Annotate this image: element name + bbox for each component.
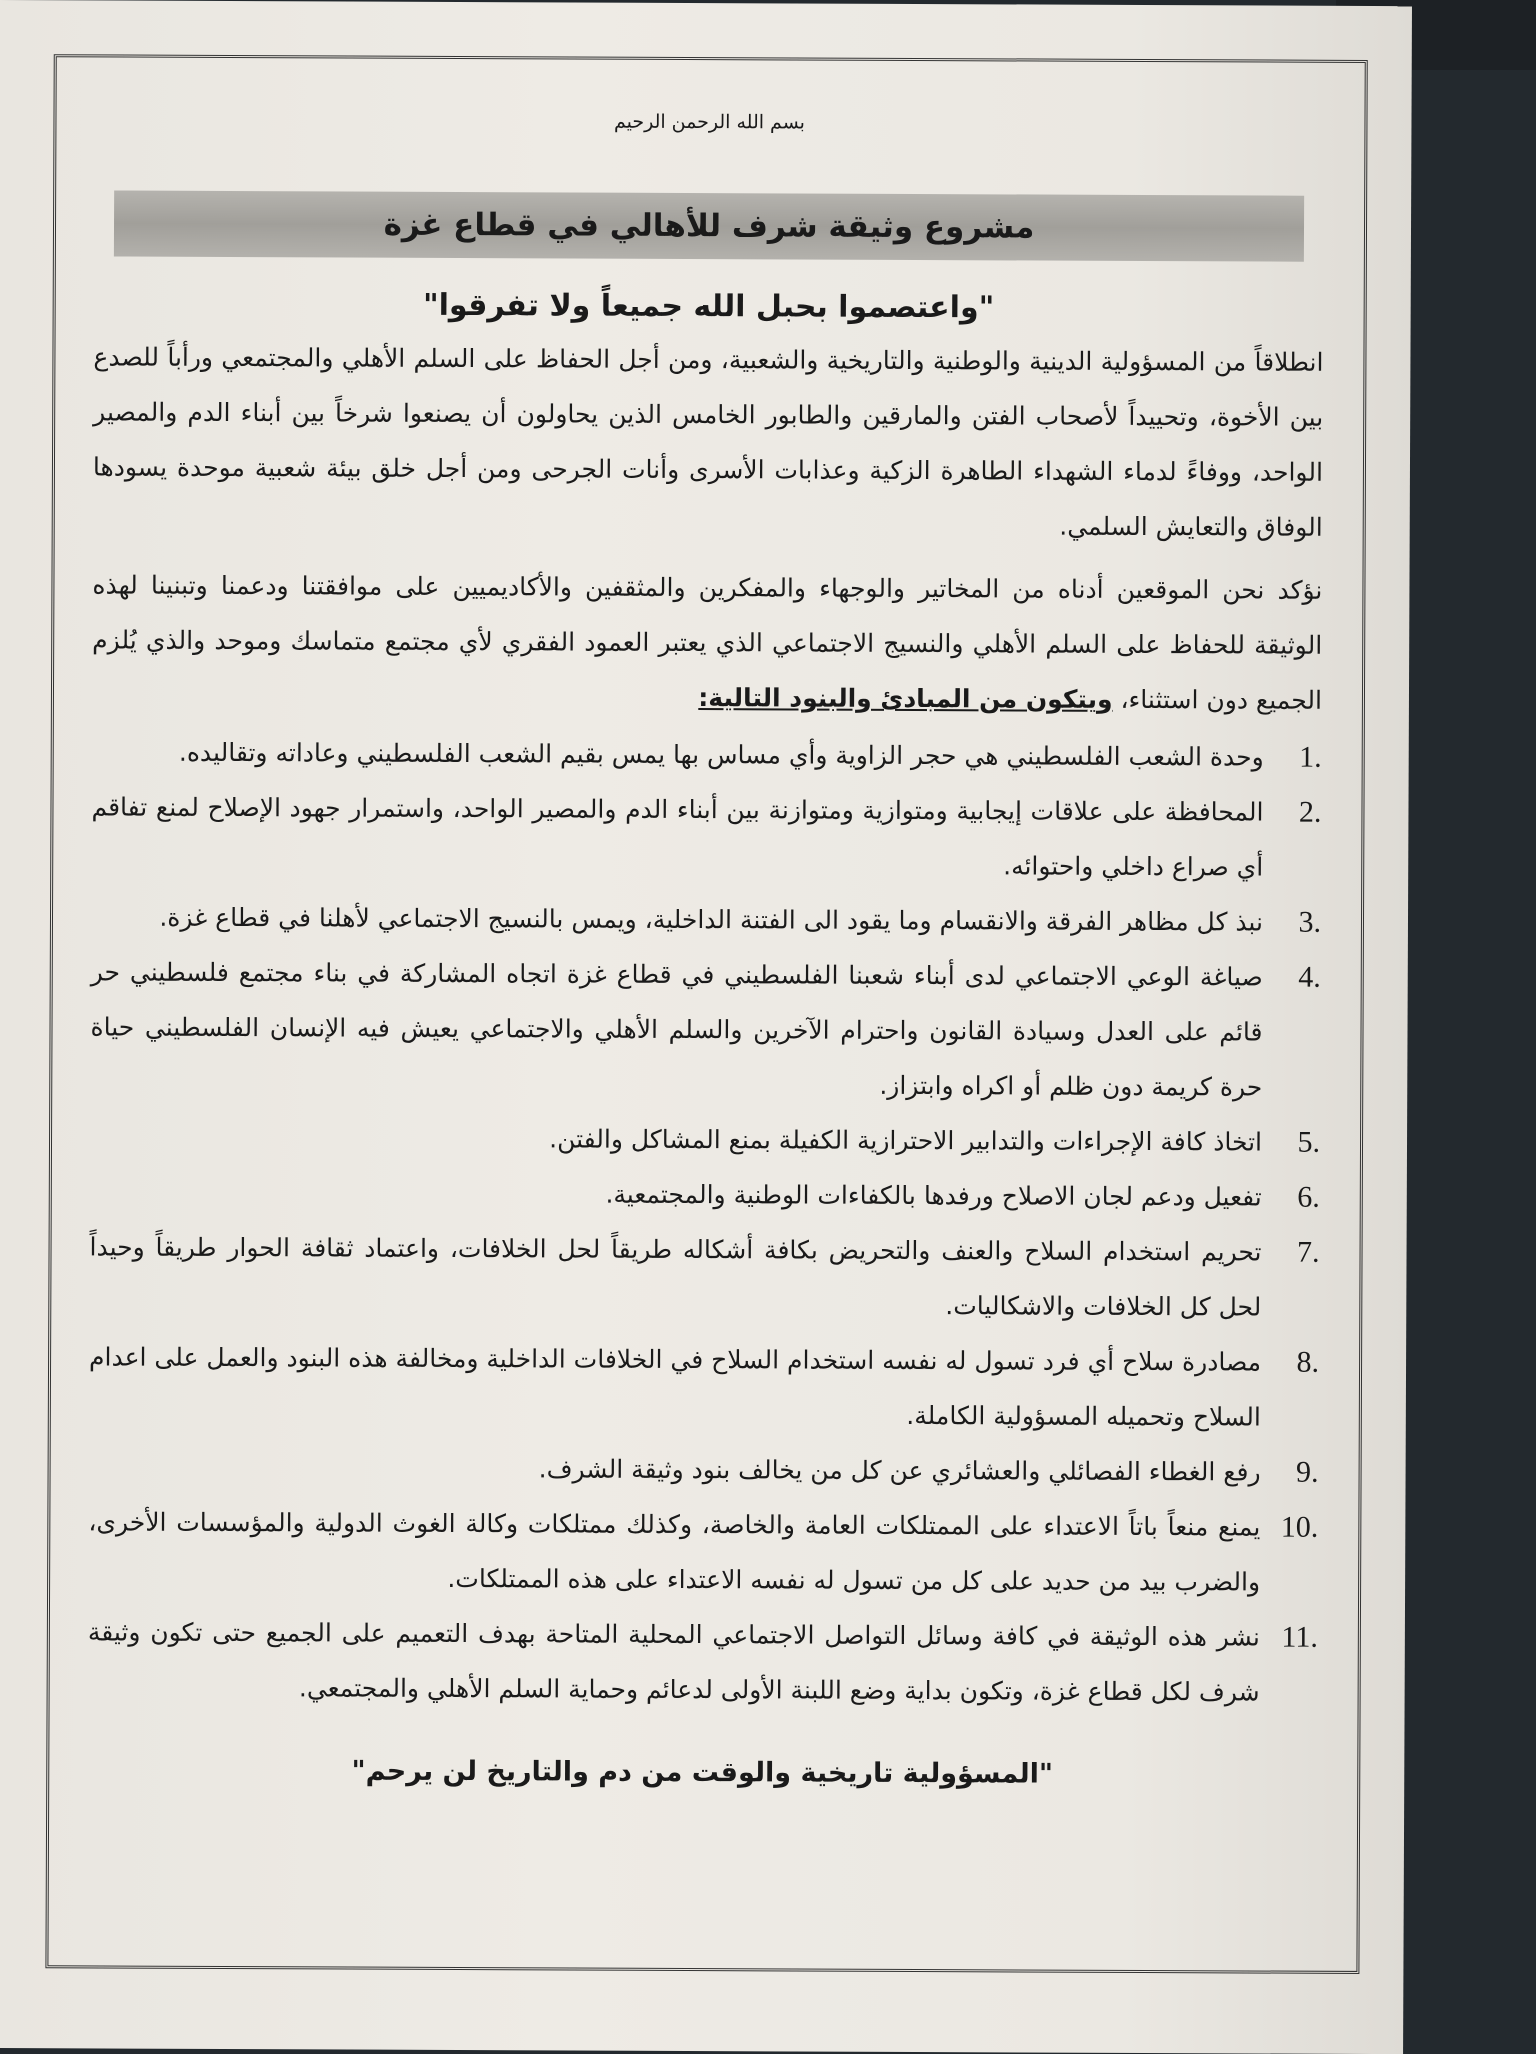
- item-text: اتخاذ كافة الإجراءات والتدابير الاحترازية الكفيلة بمنع المشاكل والفتن.: [549, 1124, 1263, 1157]
- item-text: تفعيل ودعم لجان الاصلاح ورفدها بالكفاءات الوطنية والمجتمعية.: [605, 1179, 1262, 1212]
- item-number: 5.: [1297, 1125, 1321, 1159]
- item-number: 3.: [1298, 905, 1322, 939]
- list-item: [88, 1494, 1318, 1609]
- item-number: 11.: [1281, 1620, 1318, 1654]
- item-text: نشر هذه الوثيقة في كافة وسائل التواصل الاجتماعي المحلية المتاحة بهدف التعميم على الجميع حتى تكون وثيقة شرف لكل قطاع غزة، وتكون بداية وضع اللبنة الأولى لدعائم وحماية السلم الأهلي والمجتمعي.: [87, 1617, 1260, 1707]
- item-text: مصادرة سلاح أي فرد تسول له نفسه استخدام السلاح في الخلافات الداخلية ومخالفة هذه البنود والعمل على اعدام السلاح وتحميله المسؤولية الكاملة.: [89, 1342, 1262, 1432]
- basmala: بسم الله الرحمن الرحيم: [613, 110, 806, 134]
- intro-paragraph: انطلاقاً من المسؤولية الدينية والوطنية والتاريخية والشعبية، ومن أجل الحفاظ على السلم الأهلي والمجتمعي ورأباً للصدع بين الأخوة، وتحييداً لأصحاب الفتن والمارقين والطابور الخامس الذين يحاولون أن يصنعوا شرخاً بين أبناء الدم والمصير الواحد، ووفاءً لدماء الشهداء الطاهرة الزكية وعذابات الأسرى وأنات الجرحى ومن أجل خلق بيئة شعبية موحدة يسودها الوفاق والتعايش السلمي.: [92, 342, 1324, 542]
- principles-heading: ويتكون من المبادئ والبنود التالية:: [698, 683, 1113, 714]
- list-item: [88, 1604, 1318, 1719]
- item-number: 10.: [1280, 1510, 1319, 1544]
- list-item: [90, 944, 1321, 1114]
- item-text: المحافظة على علاقات إيجابية ومتوازية ومتوازنة بين أبناء الدم والمصير الواحد، واستمرار جهود الإصلاح لمنع تفاقم أي صراع داخلي واحتوائه.: [91, 792, 1264, 882]
- closing-quote: "المسؤولية تاريخية والوقت من دم والتاريخ لن يرحم": [351, 1755, 1054, 1790]
- affirmation-paragraph: [92, 557, 1323, 727]
- item-text: صياغة الوعي الاجتماعي لدى أبناء شعبنا الفلسطيني في قطاع غزة اتجاه المشاركة في بناء مجتمع فلسطيني حر قائم على العدل وسيادة القانون واحترام الآخرين والسلم الأهلي والاجتماعي يعيش فيه الإنسان الفلسطيني حياة حرة كريمة دون ظلم أو اكراه وابتزاز.: [90, 957, 1263, 1102]
- list-item: [89, 1219, 1319, 1334]
- list-item: [89, 1329, 1319, 1444]
- item-number: 8.: [1296, 1345, 1320, 1379]
- principles-list: [88, 724, 1322, 1719]
- item-number: 2.: [1298, 795, 1322, 829]
- verse-quote: "واعتصموا بحبل الله جميعاً ولا تفرقوا": [422, 287, 995, 326]
- list-item: [91, 889, 1321, 949]
- item-number: 4.: [1298, 960, 1321, 994]
- list-item: [91, 779, 1321, 894]
- document-title: مشروع وثيقة شرف للأهالي في قطاع غزة: [383, 206, 1035, 246]
- list-item: [90, 1164, 1320, 1224]
- item-number: 7.: [1296, 1235, 1320, 1269]
- document-content: [87, 100, 1324, 1790]
- list-item: [92, 724, 1322, 784]
- affirmation-text: نؤكد نحن الموقعين أدناه من المخاتير والوجهاء والمفكرين والمثقفين والأكاديميين على موافقتنا ودعمنا وتبنينا لهذه الوثيقة للحفاظ على السلم الأهلي والنسيج الاجتماعي الذي يعتبر العمود الفقري لأي مجتمع متماسك وموحد والذي يُلزم الجميع دون استثناء،: [92, 570, 1323, 715]
- list-item: [88, 1439, 1318, 1499]
- item-number: 1.: [1299, 740, 1322, 774]
- item-text: تحريم استخدام السلاح والعنف والتحريض بكافة أشكاله طريقاً لحل الخلافات، واعتماد ثقافة الحوار طريقاً وحيداً لحل كل الخلافات والاشكاليات.: [89, 1232, 1262, 1322]
- item-text: يمنع منعاً باتاً الاعتداء على الممتلكات العامة والخاصة، وكذلك ممتلكات وكالة الغوث الدولية والمؤسسات الأخرى، والضرب بيد من حديد على كل من تسول له نفسه الاعتداء على هذه الممتلكات.: [88, 1507, 1261, 1597]
- title-banner: [114, 190, 1304, 261]
- item-text: وحدة الشعب الفلسطيني هي حجر الزاوية وأي مساس بها يمس بقيم الشعب الفلسطيني وعاداته وتقاليده.: [178, 737, 1264, 772]
- item-text: رفع الغطاء الفصائلي والعشائري عن كل من يخالف بنود وثيقة الشرف.: [538, 1454, 1261, 1487]
- item-text: نبذ كل مظاهر الفرقة والانقسام وما يقود الى الفتنة الداخلية، ويمس بالنسيج الاجتماعي لأهلنا في قطاع غزة.: [159, 902, 1264, 937]
- list-item: [90, 1109, 1320, 1169]
- item-number: 6.: [1297, 1180, 1320, 1214]
- item-number: 9.: [1296, 1455, 1319, 1489]
